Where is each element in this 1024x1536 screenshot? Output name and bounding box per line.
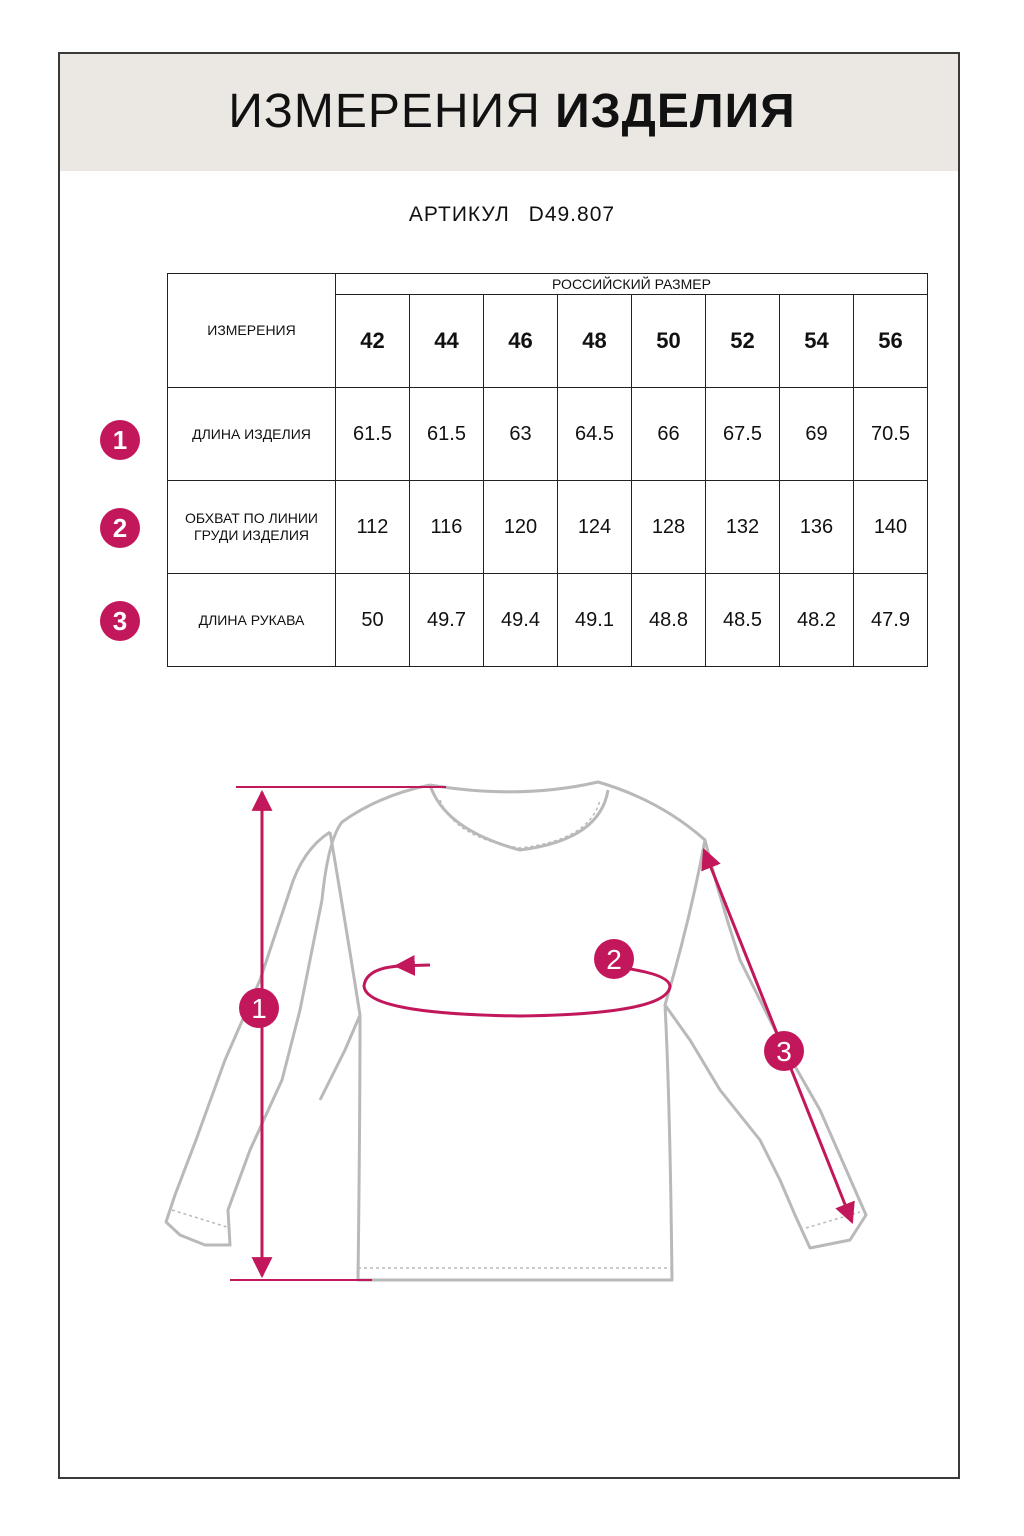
value-cell: 48.2: [780, 574, 854, 667]
value-cell: 70.5: [854, 388, 928, 481]
row-label: ДЛИНА РУКАВА: [168, 574, 336, 667]
value-cell: 69: [780, 388, 854, 481]
row-number-badge: 3: [100, 601, 140, 641]
size-group-header: РОССИЙСКИЙ РАЗМЕР: [336, 274, 928, 295]
value-cell: 63: [484, 388, 558, 481]
size-header-cell: 50: [632, 295, 706, 388]
article-label: АРТИКУЛ: [408, 203, 510, 226]
size-header-cell: 56: [854, 295, 928, 388]
value-cell: 64.5: [558, 388, 632, 481]
row-label: ДЛИНА ИЗДЕЛИЯ: [168, 388, 336, 481]
value-cell: 124: [558, 481, 632, 574]
row-number-badge: 1: [100, 420, 140, 460]
marker-label: 1: [251, 993, 267, 1024]
value-cell: 66: [632, 388, 706, 481]
size-header-cell: 46: [484, 295, 558, 388]
value-cell: 50: [336, 574, 410, 667]
value-cell: 128: [632, 481, 706, 574]
size-header-cell: 52: [706, 295, 780, 388]
value-cell: 61.5: [410, 388, 484, 481]
diagram-marker-3: [764, 1031, 804, 1071]
sweater-outline: [166, 782, 866, 1280]
value-cell: 132: [706, 481, 780, 574]
value-cell: 48.8: [632, 574, 706, 667]
value-cell: 49.1: [558, 574, 632, 667]
size-header-cell: 44: [410, 295, 484, 388]
marker-label: 3: [776, 1036, 792, 1067]
row-number-badge: 2: [100, 508, 140, 548]
value-cell: 47.9: [854, 574, 928, 667]
value-cell: 112: [336, 481, 410, 574]
value-cell: 61.5: [336, 388, 410, 481]
value-cell: 120: [484, 481, 558, 574]
size-header-cell: 48: [558, 295, 632, 388]
value-cell: 136: [780, 481, 854, 574]
measurement-lines: [230, 787, 852, 1280]
corner-label: ИЗМЕРЕНИЯ: [168, 274, 336, 388]
diagram-marker-2: [594, 939, 634, 979]
diagram-marker-1: [239, 988, 279, 1028]
title-bold: ИЗДЕЛИЯ: [555, 85, 796, 138]
value-cell: 49.7: [410, 574, 484, 667]
value-cell: 116: [410, 481, 484, 574]
value-cell: 67.5: [706, 388, 780, 481]
article-code: D49.807: [528, 203, 616, 226]
value-cell: 48.5: [706, 574, 780, 667]
size-header-cell: 42: [336, 295, 410, 388]
row-label: ОБХВАТ ПО ЛИНИИ ГРУДИ ИЗДЕЛИЯ: [168, 481, 336, 574]
value-cell: 140: [854, 481, 928, 574]
value-cell: 49.4: [484, 574, 558, 667]
size-header-cell: 54: [780, 295, 854, 388]
marker-label: 2: [606, 944, 622, 975]
title-light: ИЗМЕРЕНИЯ: [228, 85, 541, 138]
